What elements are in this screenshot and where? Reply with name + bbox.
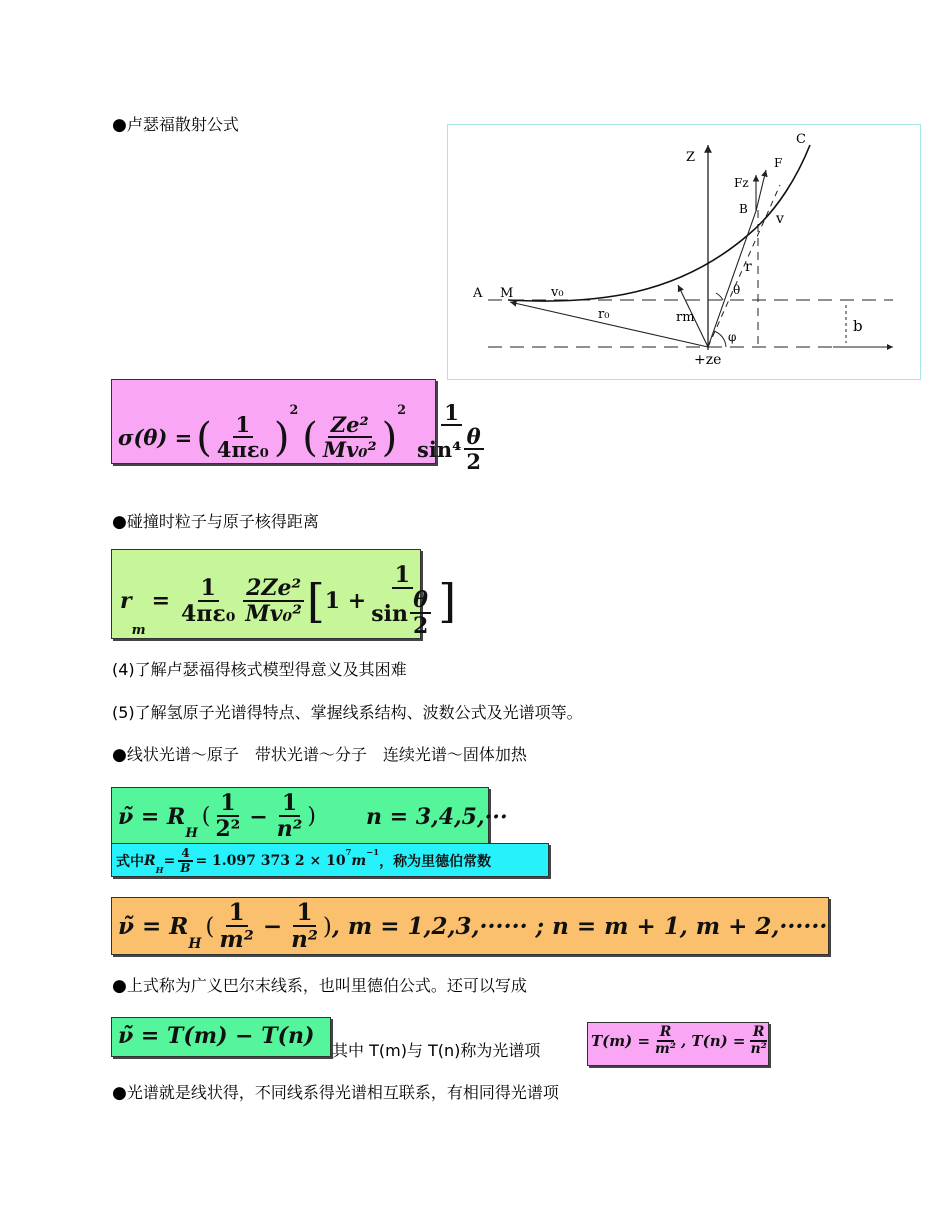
bullet-icon: ● (112, 512, 127, 532)
spectra-types: ●线状光谱～原子 带状光谱～分子 连续光谱～固体加热 (112, 745, 527, 765)
spectral-terms-note: 其中 T(m)与 T(n)称为光谱项 (332, 1041, 541, 1060)
rutherford-heading: ●卢瑟福散射公式 (112, 115, 239, 135)
m-label: M (500, 286, 514, 301)
trajectory-curve (508, 145, 810, 301)
term-definition-formula: T(m) = $\frac{R}{\text{m²}}$ , T(n) = $\frac{R}{\text{n²}}$ (587, 1022, 769, 1066)
c-label: C (796, 132, 806, 147)
item-5: (5)了解氢原子光谱得特点、掌握线系结构、波数公式及光谱项等。 (112, 703, 583, 722)
rydberg-constant-note: 式中 R $_H$ = $\frac{4}{B}$ = 1.097 373 2 × 10 $^7$ m $^{-1}$ ，称为里德伯常数 (111, 843, 549, 877)
v0-label: v₀ (551, 285, 564, 300)
impact-parameter-label: b (853, 317, 863, 335)
bullet-icon: ● (112, 976, 127, 996)
f-label: F (774, 156, 783, 170)
nucleus-label: +ze (694, 352, 722, 368)
rm-label: rm (676, 310, 695, 325)
bullet-icon: ● (112, 1083, 127, 1103)
generalized-balmer-note: ●上式称为广义巴尔末线系，也叫里德伯公式。还可以写成 (112, 976, 527, 996)
bullet-icon: ● (112, 115, 127, 135)
scattering-diagram-svg (448, 125, 920, 379)
theta-label: θ (733, 283, 741, 297)
force-vector (756, 170, 766, 211)
scattering-diagram (447, 124, 921, 380)
v-label: v (776, 211, 784, 227)
b-point-label: B (739, 202, 748, 216)
line-spectrum-note: ●光谱就是线状得，不同线系得光谱相互联系，有相同得光谱项 (112, 1083, 559, 1103)
fz-label: Fz (734, 176, 749, 190)
distance-heading: ●碰撞时粒子与原子核得距离 (112, 512, 319, 532)
bullet-icon: ● (112, 745, 127, 765)
item-4: (4)了解卢瑟福得核式模型得意义及其困难 (112, 660, 407, 679)
a-label: A (473, 286, 483, 301)
z-label: Z (686, 150, 696, 165)
closest-distance-formula: r m = $\frac{1}{\text{4πε₀}}$ $\frac{\text{2Ze²}}{\text{Mv₀²}}$ [ 1 + 1 sin $\frac{\theta}{2}$ ] (111, 549, 421, 639)
r-vector (708, 211, 756, 347)
r-label: r (745, 259, 752, 275)
term-difference-formula: ν̃ = T(m) − T(n) (111, 1017, 331, 1057)
phi-label: φ (728, 330, 737, 344)
r0-label: r₀ (598, 307, 610, 322)
cross-section-formula: σ(θ) = ( $\frac{1}{\text{4πε₀}}$ ) $^2$ ( $\frac{\text{Ze²}}{\text{Mv₀²}}$ ) $^2$ 1 sin⁴ $\frac{\theta}{2}$ (111, 379, 436, 464)
balmer-formula: ν̃ = R $_H$ ( $\frac{1}{\text{2²}}$ − $\frac{1}{\text{n²}}$ ) n = 3,4,5,··· (111, 787, 489, 844)
rydberg-general-formula: ν̃ = R $_H$ ( $\frac{1}{\text{m²}}$ − $\frac{1}{\text{n²}}$ ) , m = 1,2,3,······ ; n = m + 1, m + 2,······ (111, 897, 829, 955)
